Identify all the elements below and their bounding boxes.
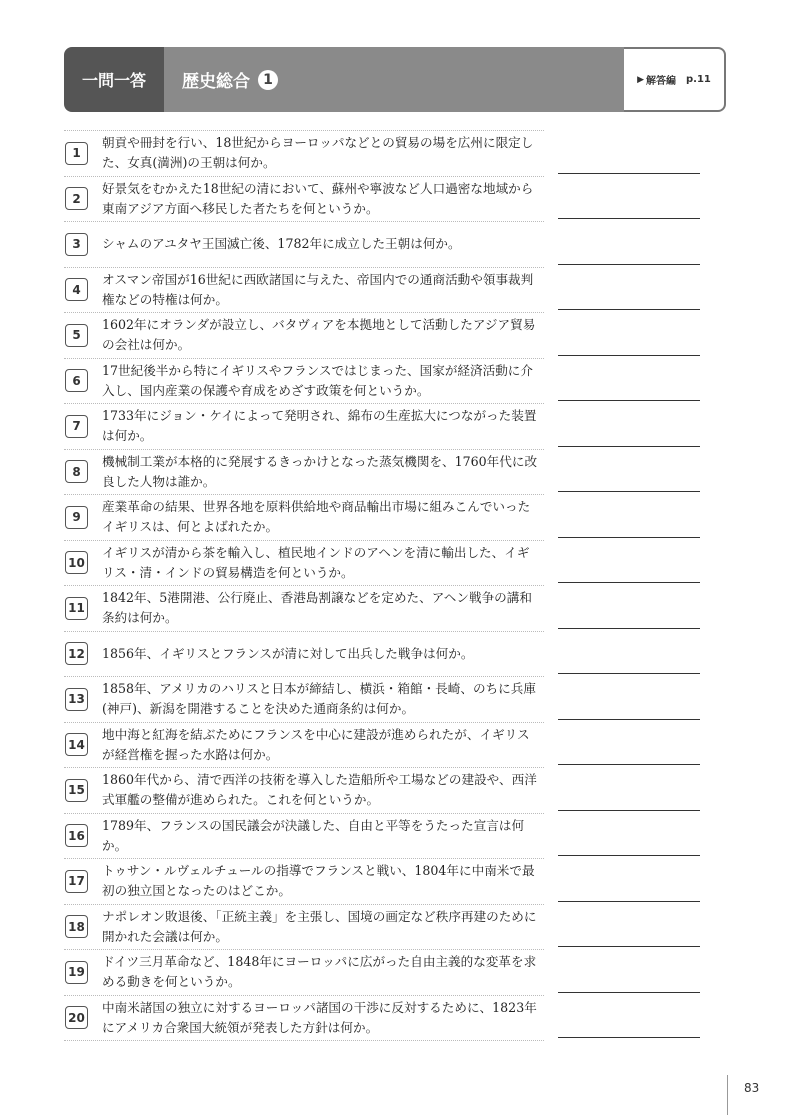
question-row <box>64 177 544 223</box>
question-text: シャムのアユタヤ王国滅亡後、1782年に成立した王朝は何か。 <box>102 236 461 252</box>
answer-lines <box>558 130 700 1040</box>
answer-line[interactable] <box>558 676 700 722</box>
answer-reference-label: 解答編 <box>646 76 677 87</box>
question-number: 17 <box>65 870 88 893</box>
answer-reference <box>624 47 726 112</box>
question-text: 1860年代から、清で西洋の技術を導入した造船所や工場などの建設や、西洋式軍艦の整備が進められた。これを何というか。 <box>102 772 537 808</box>
answer-line[interactable] <box>558 176 700 222</box>
question-number: 10 <box>65 551 88 574</box>
question-row <box>64 586 544 632</box>
question-number: 18 <box>65 915 88 938</box>
question-number: 2 <box>65 187 88 210</box>
section-header <box>64 47 726 112</box>
question-text: 1602年にオランダが設立し、バタヴィアを本拠地として活動したアジア貿易の会社は何か。 <box>102 317 536 353</box>
answer-reference-page: p.11 <box>686 74 711 85</box>
answer-line[interactable] <box>558 267 700 313</box>
question-number: 4 <box>65 278 88 301</box>
answer-line[interactable] <box>558 494 700 540</box>
question-number: 9 <box>65 506 88 529</box>
question-row <box>64 268 544 314</box>
question-text: イギリスが清から茶を輸入し、植民地インドのアヘンを清に輸出した、イギリス・清・インドの貿易構造を何というか。 <box>102 544 530 580</box>
answer-line[interactable] <box>558 858 700 904</box>
question-text: 中南米諸国の独立に対するヨーロッパ諸国の干渉に反対するために、1823年にアメリカ合衆国大統領が発表した方針は何か。 <box>102 999 537 1035</box>
answer-line[interactable] <box>558 449 700 495</box>
question-row <box>64 814 544 860</box>
question-text: 1789年、フランスの国民議会が決議した、自由と平等をうたった宣言は何か。 <box>102 817 525 853</box>
answer-line[interactable] <box>558 358 700 404</box>
question-number: 3 <box>65 233 88 256</box>
answer-line[interactable] <box>558 813 700 859</box>
answer-line[interactable] <box>558 995 700 1041</box>
answer-line[interactable] <box>558 403 700 449</box>
footer-divider <box>727 1075 728 1115</box>
question-number: 15 <box>65 779 88 802</box>
question-row <box>64 313 544 359</box>
question-text: 1858年、アメリカのハリスと日本が締結し、横浜・箱館・長崎、のちに兵庫(神戸)、新潟を開港することを決めた通商条約は何か。 <box>102 681 536 717</box>
answer-line[interactable] <box>558 540 700 586</box>
question-text: 朝貢や冊封を行い、18世紀からヨーロッパなどとの貿易の場を広州に限定した、女真(満洲)の王朝は何か。 <box>102 135 534 171</box>
header-label: 一問一答 <box>64 47 164 112</box>
question-text: ナポレオン敗退後、「正統主義」を主張し、国境の画定など秩序再建のために開かれた会議は何か。 <box>102 908 537 944</box>
question-row <box>64 950 544 996</box>
question-number: 1 <box>65 142 88 165</box>
answer-line[interactable] <box>558 767 700 813</box>
question-text: 地中海と紅海を結ぶためにフランスを中心に建設が進められたが、イギリスが経営権を握った水路は何か。 <box>102 726 530 762</box>
question-number: 19 <box>65 961 88 984</box>
header-title-bar <box>164 47 624 112</box>
question-row <box>64 131 544 177</box>
header-number-badge: 1 <box>258 70 278 90</box>
question-row <box>64 723 544 769</box>
question-text: 好景気をむかえた18世紀の清において、蘇州や寧波など人口過密な地域から東南アジア方面へ移民した者たちを何というか。 <box>102 180 534 216</box>
question-text: ドイツ三月革命など、1848年にヨーロッパに広がった自由主義的な変革を求める動きを何というか。 <box>102 954 537 990</box>
question-number: 5 <box>65 324 88 347</box>
question-number: 13 <box>65 688 88 711</box>
question-row <box>64 541 544 587</box>
answer-line[interactable] <box>558 312 700 358</box>
answer-line[interactable] <box>558 585 700 631</box>
question-text: 1733年にジョン・ケイによって発明され、綿布の生産拡大につながった装置は何か。 <box>102 408 537 444</box>
question-row <box>64 495 544 541</box>
question-row <box>64 450 544 496</box>
question-number: 20 <box>65 1006 88 1029</box>
answer-line[interactable] <box>558 631 700 677</box>
question-text: 1842年、5港開港、公行廃止、香港島割譲などを定めた、アヘン戦争の講和条約は何か。 <box>102 590 532 626</box>
question-text: オスマン帝国が16世紀に西欧諸国に与えた、帝国内での通商活動や領事裁判権などの特権は何か。 <box>102 271 534 307</box>
question-number: 8 <box>65 460 88 483</box>
question-row <box>64 404 544 450</box>
question-row <box>64 859 544 905</box>
question-row <box>64 359 544 405</box>
question-number: 11 <box>65 597 88 620</box>
answer-line[interactable] <box>558 722 700 768</box>
question-row <box>64 222 544 268</box>
question-number: 12 <box>65 642 88 665</box>
question-text: 17世紀後半から特にイギリスやフランスではじまった、国家が経済活動に介入し、国内産業の保護や育成をめざす政策を何というか。 <box>102 362 533 398</box>
question-number: 7 <box>65 415 88 438</box>
question-text: 機械制工業が本格的に発展するきっかけとなった蒸気機関を、1760年代に改良した人物は誰か。 <box>102 453 538 489</box>
answer-line[interactable] <box>558 221 700 267</box>
question-list <box>64 130 544 1041</box>
answer-line[interactable] <box>558 949 700 995</box>
page-number: 83 <box>744 1081 760 1095</box>
question-number: 16 <box>65 824 88 847</box>
question-row <box>64 996 544 1042</box>
question-row <box>64 677 544 723</box>
question-number: 14 <box>65 733 88 756</box>
question-row <box>64 632 544 678</box>
question-text: トゥサン・ルヴェルチュールの指導でフランスと戦い、1804年に中南米で最初の独立国となったのはどこか。 <box>102 863 535 899</box>
triangle-right-icon: ▶ <box>637 74 645 85</box>
answer-line[interactable] <box>558 904 700 950</box>
question-row <box>64 905 544 951</box>
question-text: 産業革命の結果、世界各地を原料供給地や商品輸出市場に組みこんでいったイギリスは、何とよばれたか。 <box>102 499 531 535</box>
answer-line[interactable] <box>558 130 700 176</box>
question-row <box>64 768 544 814</box>
header-title: 歴史総合 <box>182 72 250 92</box>
question-text: 1856年、イギリスとフランスが清に対して出兵した戦争は何か。 <box>102 645 474 661</box>
question-number: 6 <box>65 369 88 392</box>
